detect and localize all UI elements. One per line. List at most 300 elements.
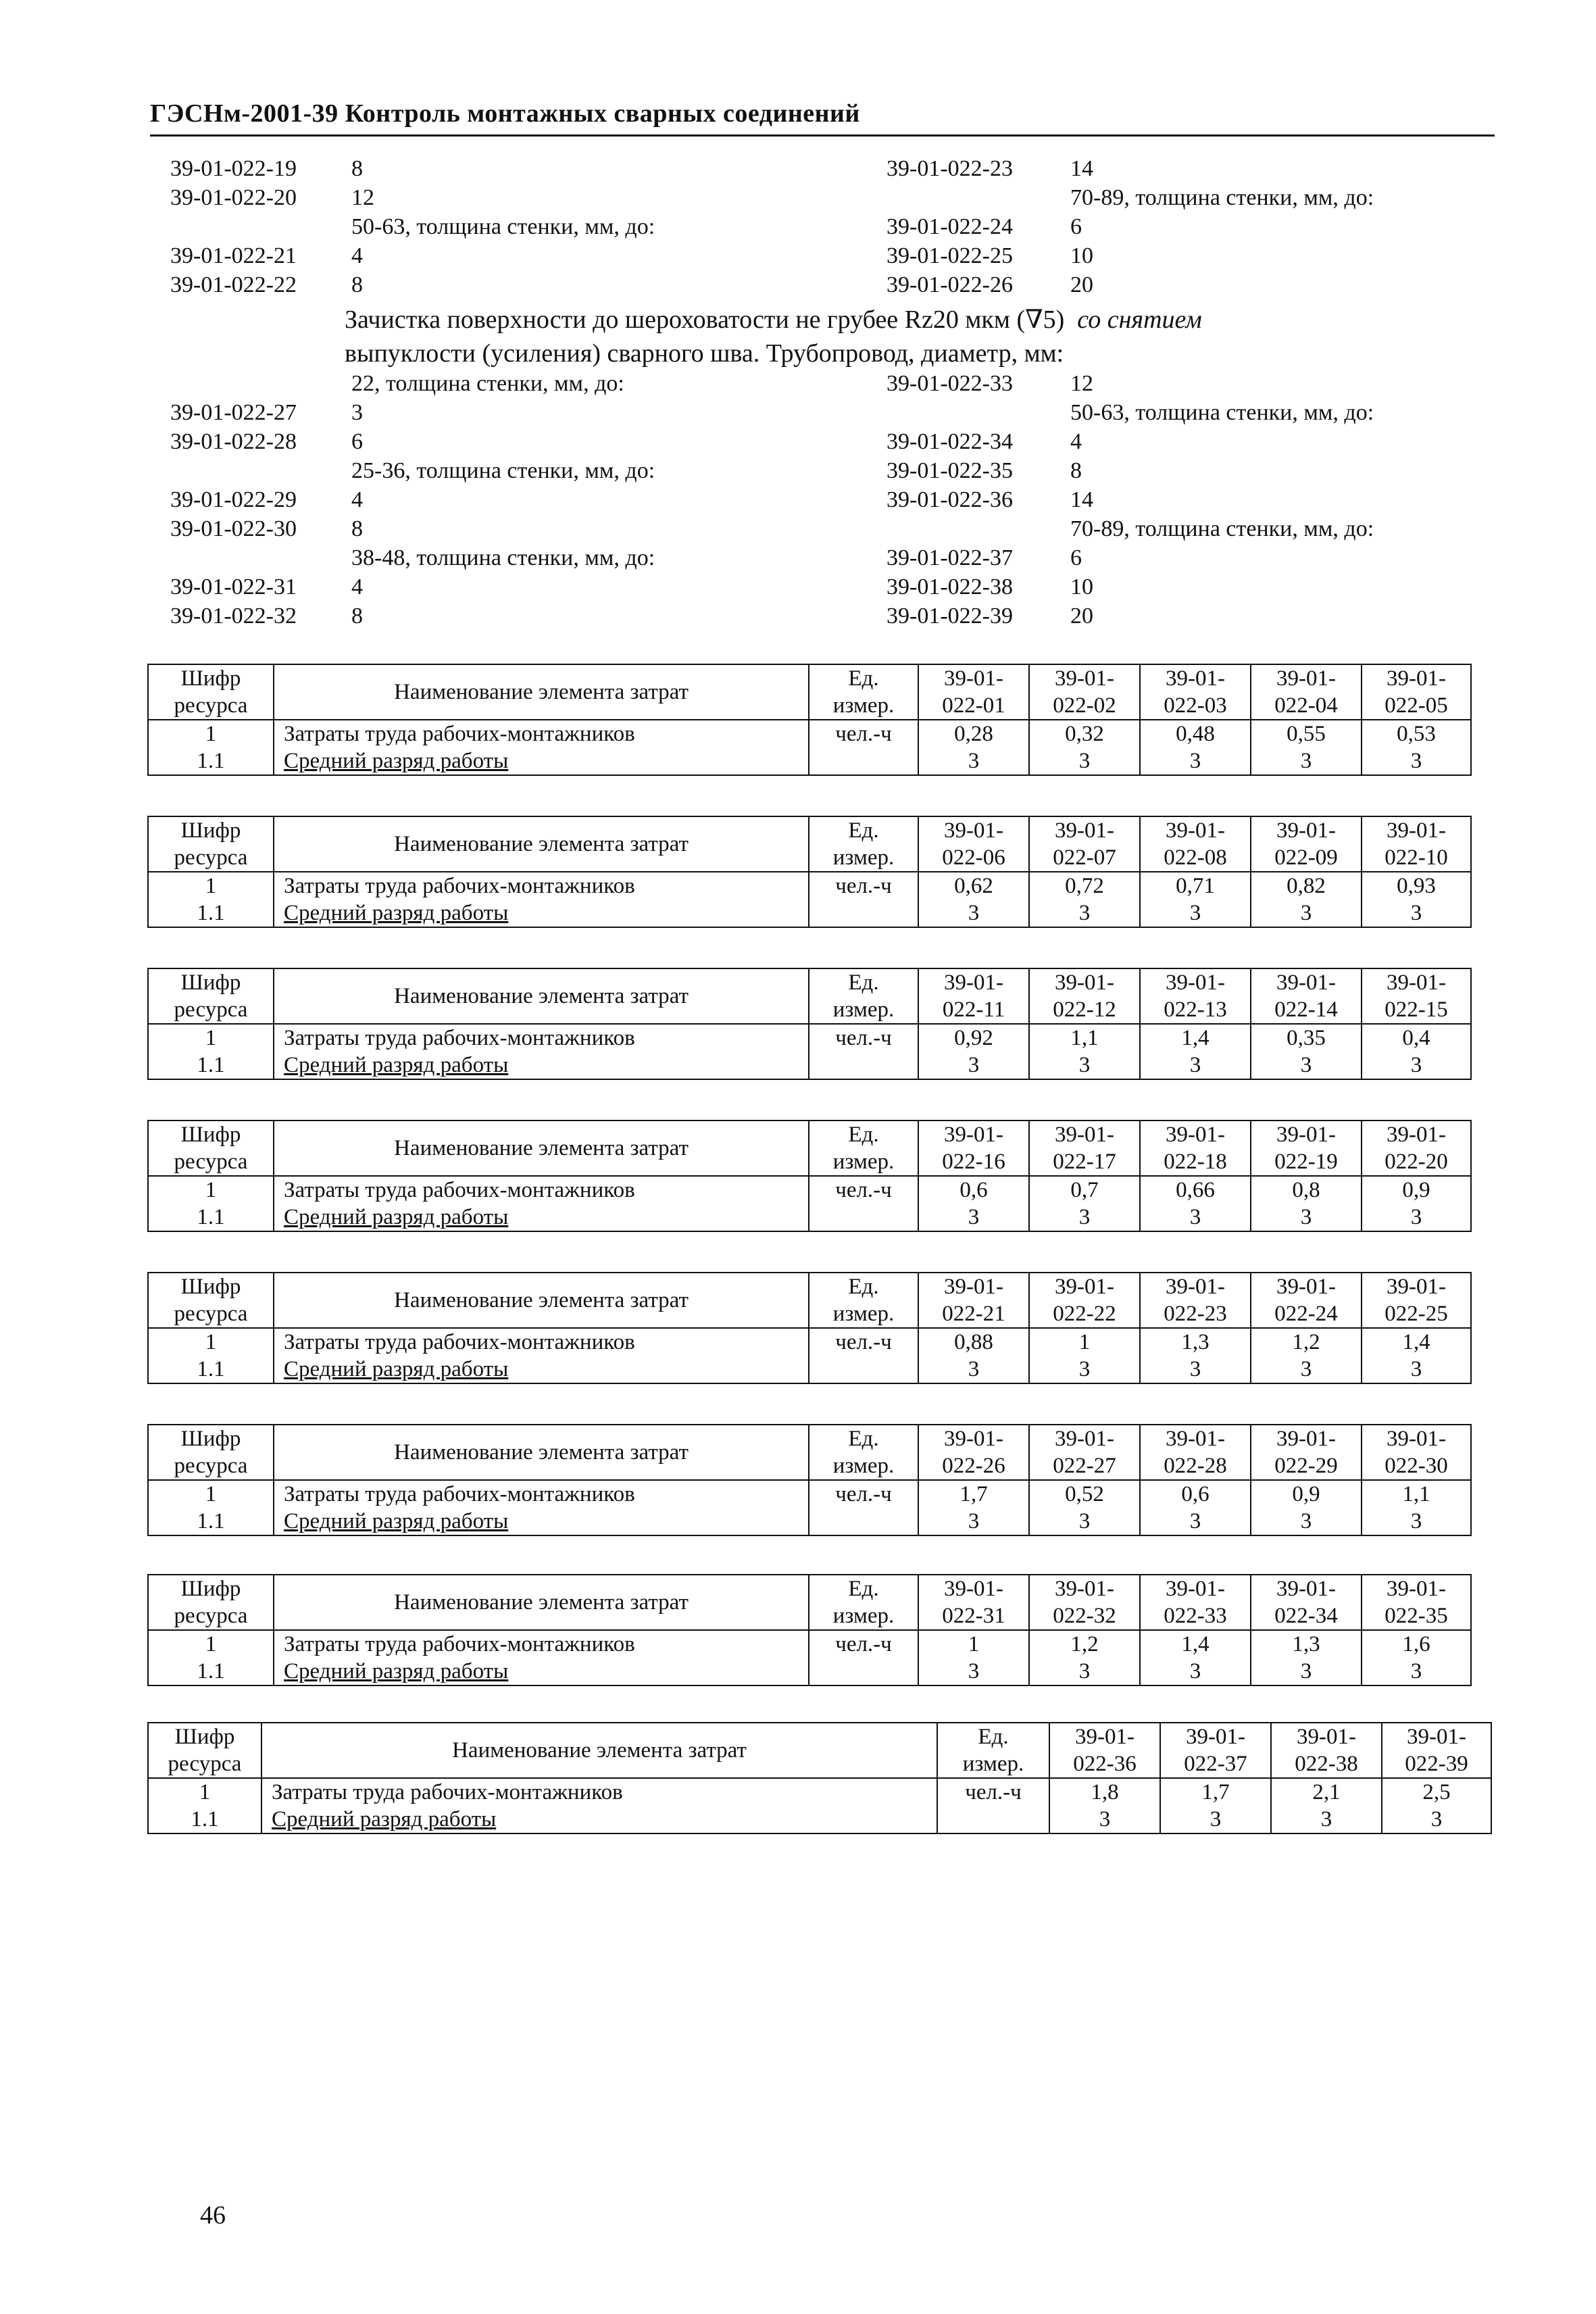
header-norm-code-top: 39-01- — [1029, 1575, 1140, 1602]
row-unit-empty — [809, 900, 918, 927]
header-norm-code-bottom: 022-38 — [1271, 1750, 1382, 1778]
norm-line-value: 12 — [351, 185, 374, 210]
labor-value: 1,8 — [1049, 1778, 1160, 1806]
header-norm-code-bottom: 022-02 — [1029, 692, 1140, 720]
row-name: Затраты труда рабочих-монтажников — [274, 1328, 809, 1356]
header-unit-bottom: измер. — [809, 844, 918, 872]
norm-line-value: 4 — [351, 574, 363, 599]
header-norm-code-top: 39-01- — [1029, 968, 1140, 996]
header-unit-bottom: измер. — [809, 1148, 918, 1176]
header-norm-code-bottom: 022-11 — [918, 996, 1029, 1024]
row-code: 1.1 — [148, 1356, 274, 1383]
work-description — [345, 303, 1202, 370]
labor-value: 0,32 — [1029, 720, 1140, 747]
row-unit: чел.-ч — [809, 1176, 918, 1204]
norm-line-rcode: 39-01-022-24 — [887, 214, 1013, 239]
grade-value: 3 — [1029, 747, 1140, 775]
grade-value: 3 — [1251, 900, 1362, 927]
header-norm-code-top: 39-01- — [1362, 1425, 1471, 1452]
norm-line-code: 39-01-022-31 — [170, 574, 297, 599]
header-code-top: Шифр — [148, 816, 274, 844]
header-code-top: Шифр — [148, 1121, 274, 1148]
header-norm-code-bottom: 022-25 — [1362, 1300, 1471, 1328]
grade-value: 3 — [1029, 1508, 1140, 1535]
row-name: Затраты труда рабочих-монтажников — [261, 1778, 937, 1806]
labor-value: 1,1 — [1029, 1024, 1140, 1052]
labor-value: 1,6 — [1362, 1630, 1471, 1658]
row-unit: чел.-ч — [809, 720, 918, 747]
header-code-bottom: ресурса — [148, 1300, 274, 1328]
header-norm-code-bottom: 022-20 — [1362, 1148, 1471, 1176]
header-norm-code-bottom: 022-19 — [1251, 1148, 1362, 1176]
labor-value: 0,88 — [918, 1328, 1029, 1356]
norm-line-rcode: 39-01-022-34 — [887, 429, 1013, 454]
norm-line-value: 3 — [351, 400, 363, 425]
row-code: 1 — [148, 1778, 261, 1806]
row-name: Средний разряд работы — [274, 1658, 809, 1685]
norm-line-rcode: 39-01-022-35 — [887, 458, 1013, 483]
grade-value: 3 — [918, 1508, 1029, 1535]
norm-line-value: 25-36, толщина стенки, мм, до: — [351, 458, 655, 483]
row-name: Средний разряд работы — [274, 1052, 809, 1079]
header-norm-code-bottom: 022-26 — [918, 1452, 1029, 1480]
grade-value: 3 — [1362, 900, 1471, 927]
labor-value: 0,48 — [1140, 720, 1251, 747]
row-unit: чел.-ч — [809, 1630, 918, 1658]
header-norm-code-top: 39-01- — [1362, 1273, 1471, 1300]
labor-value: 2,1 — [1271, 1778, 1382, 1806]
header-code-bottom: ресурса — [148, 996, 274, 1024]
header-norm-code-top: 39-01- — [918, 1575, 1029, 1602]
header-norm-code-top: 39-01- — [918, 816, 1029, 844]
norm-line-value: 8 — [351, 516, 363, 541]
header-code-bottom: ресурса — [148, 1750, 261, 1778]
grade-value: 3 — [1362, 1204, 1471, 1231]
norm-line-value: 38-48, толщина стенки, мм, до: — [351, 545, 655, 570]
header-norm-code-bottom: 022-31 — [918, 1602, 1029, 1630]
header-norm-code-top: 39-01- — [1251, 1425, 1362, 1452]
row-code: 1.1 — [148, 1204, 274, 1231]
header-unit-top: Ед. — [809, 1273, 918, 1300]
row-code: 1.1 — [148, 1658, 274, 1685]
header-unit-top: Ед. — [809, 664, 918, 692]
header-norm-code-bottom: 022-39 — [1382, 1750, 1491, 1778]
labor-value: 0,6 — [1140, 1480, 1251, 1508]
norm-line-rvalue: 50-63, толщина стенки, мм, до: — [1070, 400, 1374, 425]
resource-table — [147, 664, 1472, 776]
description-line2: выпуклости (усиления) сварного шва. Трубопровод, диаметр, мм: — [345, 339, 1064, 368]
grade-value: 3 — [1140, 747, 1251, 775]
grade-value: 3 — [1362, 1356, 1471, 1383]
grade-value: 3 — [1029, 1356, 1140, 1383]
header-unit-bottom: измер. — [809, 1300, 918, 1328]
header-norm-code-bottom: 022-36 — [1049, 1750, 1160, 1778]
norm-line-rvalue: 14 — [1070, 156, 1093, 181]
row-code: 1 — [148, 720, 274, 747]
header-code-top: Шифр — [148, 1273, 274, 1300]
header-norm-code-top: 39-01- — [1251, 816, 1362, 844]
grade-value: 3 — [1029, 1052, 1140, 1079]
norm-line-rvalue: 6 — [1070, 214, 1082, 239]
header-unit-bottom: измер. — [809, 1452, 918, 1480]
header-code-bottom: ресурса — [148, 844, 274, 872]
resource-table — [147, 1272, 1472, 1384]
header-norm-code-bottom: 022-09 — [1251, 844, 1362, 872]
row-name: Средний разряд работы — [274, 1356, 809, 1383]
norm-line-code: 39-01-022-29 — [170, 487, 297, 512]
header-norm-code-top: 39-01- — [1362, 1575, 1471, 1602]
labor-value: 1,1 — [1362, 1480, 1471, 1508]
labor-value: 0,66 — [1140, 1176, 1251, 1204]
header-norm-code-bottom: 022-04 — [1251, 692, 1362, 720]
row-code: 1.1 — [148, 747, 274, 775]
labor-value: 0,52 — [1029, 1480, 1140, 1508]
norm-line-rvalue: 10 — [1070, 574, 1093, 599]
header-unit-top: Ед. — [809, 816, 918, 844]
header-norm-code-top: 39-01- — [1140, 1121, 1251, 1148]
labor-value: 0,9 — [1251, 1480, 1362, 1508]
labor-value: 0,72 — [1029, 872, 1140, 900]
header-norm-code-bottom: 022-16 — [918, 1148, 1029, 1176]
header-name: Наименование элемента затрат — [274, 1425, 809, 1480]
header-norm-code-top: 39-01- — [1140, 1425, 1251, 1452]
header-unit-top: Ед. — [809, 1121, 918, 1148]
norm-line-code: 39-01-022-19 — [170, 156, 297, 181]
header-name: Наименование элемента затрат — [261, 1723, 937, 1778]
norm-line-rcode: 39-01-022-26 — [887, 272, 1013, 297]
labor-value: 1,4 — [1140, 1024, 1251, 1052]
header-norm-code-top: 39-01- — [1140, 968, 1251, 996]
labor-value: 0,7 — [1029, 1176, 1140, 1204]
resource-table — [147, 1574, 1472, 1686]
row-code: 1 — [148, 1480, 274, 1508]
header-code-top: Шифр — [148, 1575, 274, 1602]
header-unit-top: Ед. — [809, 968, 918, 996]
header-norm-code-top: 39-01- — [1029, 816, 1140, 844]
norm-line-rvalue: 70-89, толщина стенки, мм, до: — [1070, 185, 1374, 210]
grade-value: 3 — [1029, 1658, 1140, 1685]
header-norm-code-bottom: 022-21 — [918, 1300, 1029, 1328]
labor-value: 2,5 — [1382, 1778, 1491, 1806]
grade-value: 3 — [1140, 1052, 1251, 1079]
header-code-top: Шифр — [148, 1425, 274, 1452]
labor-value: 1,3 — [1251, 1630, 1362, 1658]
row-code: 1.1 — [148, 1052, 274, 1079]
header-norm-code-bottom: 022-03 — [1140, 692, 1251, 720]
header-norm-code-top: 39-01- — [918, 968, 1029, 996]
labor-value: 0,53 — [1362, 720, 1471, 747]
labor-value: 1,7 — [918, 1480, 1029, 1508]
header-norm-code-top: 39-01- — [1251, 1575, 1362, 1602]
norm-line-code: 39-01-022-22 — [170, 272, 297, 297]
row-name: Затраты труда рабочих-монтажников — [274, 1024, 809, 1052]
row-name: Затраты труда рабочих-монтажников — [274, 1480, 809, 1508]
norm-line-rvalue: 12 — [1070, 371, 1093, 396]
norm-line-rvalue: 8 — [1070, 458, 1082, 483]
header-unit-bottom: измер. — [937, 1750, 1049, 1778]
header-code-bottom: ресурса — [148, 692, 274, 720]
header-norm-code-bottom: 022-37 — [1160, 1750, 1271, 1778]
norm-line-rcode: 39-01-022-23 — [887, 156, 1013, 181]
norm-line-value: 4 — [351, 487, 363, 512]
grade-value: 3 — [1140, 1658, 1251, 1685]
header-norm-code-bottom: 022-07 — [1029, 844, 1140, 872]
norm-line-code: 39-01-022-28 — [170, 429, 297, 454]
resource-table — [147, 1120, 1472, 1232]
header-norm-code-bottom: 022-29 — [1251, 1452, 1362, 1480]
header-name: Наименование элемента затрат — [274, 664, 809, 720]
norm-line-rvalue: 4 — [1070, 429, 1082, 454]
resource-table — [147, 968, 1472, 1080]
row-unit-empty — [809, 1204, 918, 1231]
norm-line-rcode: 39-01-022-38 — [887, 574, 1013, 599]
row-name: Средний разряд работы — [274, 1508, 809, 1535]
header-norm-code-top: 39-01- — [1251, 1121, 1362, 1148]
norm-line-rcode: 39-01-022-39 — [887, 604, 1013, 629]
page-number: 46 — [200, 2201, 226, 2230]
header-code-top: Шифр — [148, 664, 274, 692]
resource-table — [147, 1722, 1492, 1834]
row-code: 1 — [148, 872, 274, 900]
header-norm-code-top: 39-01- — [1140, 664, 1251, 692]
norm-line-code: 39-01-022-20 — [170, 185, 297, 210]
row-name: Затраты труда рабочих-монтажников — [274, 1630, 809, 1658]
labor-value: 1 — [918, 1630, 1029, 1658]
header-code-bottom: ресурса — [148, 1602, 274, 1630]
grade-value: 3 — [1140, 1204, 1251, 1231]
row-unit: чел.-ч — [809, 1024, 918, 1052]
header-rule — [150, 134, 1495, 137]
norm-line-code: 39-01-022-21 — [170, 243, 297, 268]
norm-line-value: 50-63, толщина стенки, мм, до: — [351, 214, 655, 239]
header-norm-code-top: 39-01- — [1251, 1273, 1362, 1300]
norm-line-rvalue: 6 — [1070, 545, 1082, 570]
grade-value: 3 — [918, 1658, 1029, 1685]
header-name: Наименование элемента затрат — [274, 968, 809, 1024]
header-norm-code-bottom: 022-12 — [1029, 996, 1140, 1024]
labor-value: 0,55 — [1251, 720, 1362, 747]
header-norm-code-bottom: 022-35 — [1362, 1602, 1471, 1630]
row-name: Затраты труда рабочих-монтажников — [274, 1176, 809, 1204]
header-code-bottom: ресурса — [148, 1148, 274, 1176]
header-name: Наименование элемента затрат — [274, 816, 809, 872]
row-unit: чел.-ч — [809, 872, 918, 900]
header-norm-code-bottom: 022-32 — [1029, 1602, 1140, 1630]
header-norm-code-top: 39-01- — [1362, 664, 1471, 692]
row-unit-empty — [809, 1658, 918, 1685]
header-code-top: Шифр — [148, 1723, 261, 1750]
row-code: 1.1 — [148, 900, 274, 927]
norm-line-rvalue: 70-89, толщина стенки, мм, до: — [1070, 516, 1374, 541]
norm-line-rcode: 39-01-022-37 — [887, 545, 1013, 570]
header-norm-code-bottom: 022-24 — [1251, 1300, 1362, 1328]
grade-value: 3 — [1140, 900, 1251, 927]
grade-value: 3 — [1251, 1508, 1362, 1535]
row-name: Средний разряд работы — [274, 747, 809, 775]
row-unit-empty — [809, 747, 918, 775]
labor-value: 0,28 — [918, 720, 1029, 747]
header-norm-code-bottom: 022-33 — [1140, 1602, 1251, 1630]
grade-value: 3 — [918, 900, 1029, 927]
norm-line-code: 39-01-022-30 — [170, 516, 297, 541]
header-code-top: Шифр — [148, 968, 274, 996]
norm-line-rvalue: 14 — [1070, 487, 1093, 512]
labor-value: 0,6 — [918, 1176, 1029, 1204]
header-unit-bottom: измер. — [809, 692, 918, 720]
labor-value: 1,4 — [1362, 1328, 1471, 1356]
row-code: 1.1 — [148, 1508, 274, 1535]
header-norm-code-top: 39-01- — [1140, 816, 1251, 844]
header-unit-top: Ед. — [809, 1425, 918, 1452]
norm-line-rcode: 39-01-022-33 — [887, 371, 1013, 396]
norm-line-rcode: 39-01-022-36 — [887, 487, 1013, 512]
labor-value: 0,8 — [1251, 1176, 1362, 1204]
grade-value: 3 — [1251, 1204, 1362, 1231]
row-unit: чел.-ч — [809, 1480, 918, 1508]
row-unit-empty — [809, 1052, 918, 1079]
labor-value: 0,71 — [1140, 872, 1251, 900]
norm-line-value: 8 — [351, 272, 363, 297]
row-name: Средний разряд работы — [274, 900, 809, 927]
grade-value: 3 — [1049, 1806, 1160, 1833]
labor-value: 0,35 — [1251, 1024, 1362, 1052]
description-line1: Зачистка поверхности до шероховатости не грубее Rz20 мкм (∇5) — [345, 305, 1065, 334]
grade-value: 3 — [918, 1052, 1029, 1079]
norm-line-value: 4 — [351, 243, 363, 268]
labor-value: 1,7 — [1160, 1778, 1271, 1806]
page-title: ГЭСНм-2001-39 Контроль монтажных сварных соединений — [150, 99, 860, 128]
description-italic: со снятием — [1077, 305, 1202, 334]
norm-line-value: 8 — [351, 156, 363, 181]
grade-value: 3 — [1362, 1658, 1471, 1685]
header-norm-code-top: 39-01- — [1029, 1425, 1140, 1452]
row-name: Средний разряд работы — [274, 1204, 809, 1231]
norm-line-value: 6 — [351, 429, 363, 454]
grade-value: 3 — [1251, 747, 1362, 775]
grade-value: 3 — [918, 1356, 1029, 1383]
labor-value: 0,4 — [1362, 1024, 1471, 1052]
header-norm-code-bottom: 022-22 — [1029, 1300, 1140, 1328]
header-norm-code-top: 39-01- — [918, 1273, 1029, 1300]
grade-value: 3 — [1029, 900, 1140, 927]
header-name: Наименование элемента затрат — [274, 1273, 809, 1328]
labor-value: 0,92 — [918, 1024, 1029, 1052]
header-norm-code-bottom: 022-06 — [918, 844, 1029, 872]
labor-value: 0,82 — [1251, 872, 1362, 900]
header-unit-bottom: измер. — [809, 1602, 918, 1630]
norm-line-rvalue: 20 — [1070, 272, 1093, 297]
grade-value: 3 — [1362, 1508, 1471, 1535]
grade-value: 3 — [1251, 1658, 1362, 1685]
labor-value: 1,4 — [1140, 1630, 1251, 1658]
header-name: Наименование элемента затрат — [274, 1575, 809, 1630]
header-norm-code-bottom: 022-14 — [1251, 996, 1362, 1024]
header-unit-top: Ед. — [937, 1723, 1049, 1750]
header-norm-code-top: 39-01- — [1029, 1273, 1140, 1300]
norm-line-rvalue: 20 — [1070, 604, 1093, 629]
row-name: Затраты труда рабочих-монтажников — [274, 720, 809, 747]
header-norm-code-bottom: 022-10 — [1362, 844, 1471, 872]
labor-value: 1,2 — [1029, 1630, 1140, 1658]
row-code: 1.1 — [148, 1806, 261, 1833]
header-norm-code-bottom: 022-01 — [918, 692, 1029, 720]
header-norm-code-top: 39-01- — [1029, 1121, 1140, 1148]
header-norm-code-top: 39-01- — [1049, 1723, 1160, 1750]
row-name: Средний разряд работы — [261, 1806, 937, 1833]
labor-value: 1,3 — [1140, 1328, 1251, 1356]
norm-line-rcode: 39-01-022-25 — [887, 243, 1013, 268]
resource-table — [147, 1424, 1472, 1536]
norm-line-code: 39-01-022-32 — [170, 604, 297, 629]
grade-value: 3 — [1362, 1052, 1471, 1079]
header-norm-code-bottom: 022-08 — [1140, 844, 1251, 872]
header-norm-code-bottom: 022-28 — [1140, 1452, 1251, 1480]
header-norm-code-top: 39-01- — [1382, 1723, 1491, 1750]
header-norm-code-bottom: 022-23 — [1140, 1300, 1251, 1328]
grade-value: 3 — [1160, 1806, 1271, 1833]
header-norm-code-top: 39-01- — [1362, 816, 1471, 844]
header-name: Наименование элемента затрат — [274, 1121, 809, 1176]
header-norm-code-bottom: 022-18 — [1140, 1148, 1251, 1176]
labor-value: 1,2 — [1251, 1328, 1362, 1356]
header-code-bottom: ресурса — [148, 1452, 274, 1480]
norm-line-value: 22, толщина стенки, мм, до: — [351, 371, 624, 396]
header-unit-top: Ед. — [809, 1575, 918, 1602]
grade-value: 3 — [918, 1204, 1029, 1231]
header-norm-code-bottom: 022-13 — [1140, 996, 1251, 1024]
header-norm-code-top: 39-01- — [1160, 1723, 1271, 1750]
header-norm-code-top: 39-01- — [1029, 664, 1140, 692]
grade-value: 3 — [1362, 747, 1471, 775]
row-code: 1 — [148, 1024, 274, 1052]
grade-value: 3 — [1382, 1806, 1491, 1833]
labor-value: 0,93 — [1362, 872, 1471, 900]
header-norm-code-bottom: 022-34 — [1251, 1602, 1362, 1630]
norm-line-value: 8 — [351, 604, 363, 629]
header-unit-bottom: измер. — [809, 996, 918, 1024]
row-unit-empty — [809, 1508, 918, 1535]
header-norm-code-top: 39-01- — [1271, 1723, 1382, 1750]
header-norm-code-bottom: 022-17 — [1029, 1148, 1140, 1176]
header-norm-code-top: 39-01- — [1251, 968, 1362, 996]
header-norm-code-top: 39-01- — [1140, 1273, 1251, 1300]
header-norm-code-top: 39-01- — [1362, 968, 1471, 996]
header-norm-code-top: 39-01- — [1140, 1575, 1251, 1602]
grade-value: 3 — [1251, 1052, 1362, 1079]
labor-value: 1 — [1029, 1328, 1140, 1356]
header-norm-code-top: 39-01- — [918, 1425, 1029, 1452]
header-norm-code-bottom: 022-15 — [1362, 996, 1471, 1024]
header-norm-code-top: 39-01- — [918, 664, 1029, 692]
header-norm-code-top: 39-01- — [1251, 664, 1362, 692]
row-unit-empty — [937, 1806, 1049, 1833]
row-name: Затраты труда рабочих-монтажников — [274, 872, 809, 900]
row-code: 1 — [148, 1328, 274, 1356]
grade-value: 3 — [1271, 1806, 1382, 1833]
labor-value: 0,62 — [918, 872, 1029, 900]
norm-line-code: 39-01-022-27 — [170, 400, 297, 425]
resource-table — [147, 816, 1472, 928]
norm-line-rvalue: 10 — [1070, 243, 1093, 268]
header-norm-code-bottom: 022-27 — [1029, 1452, 1140, 1480]
row-code: 1 — [148, 1176, 274, 1204]
grade-value: 3 — [1140, 1508, 1251, 1535]
grade-value: 3 — [1140, 1356, 1251, 1383]
grade-value: 3 — [918, 747, 1029, 775]
header-norm-code-bottom: 022-30 — [1362, 1452, 1471, 1480]
header-norm-code-bottom: 022-05 — [1362, 692, 1471, 720]
row-unit: чел.-ч — [809, 1328, 918, 1356]
